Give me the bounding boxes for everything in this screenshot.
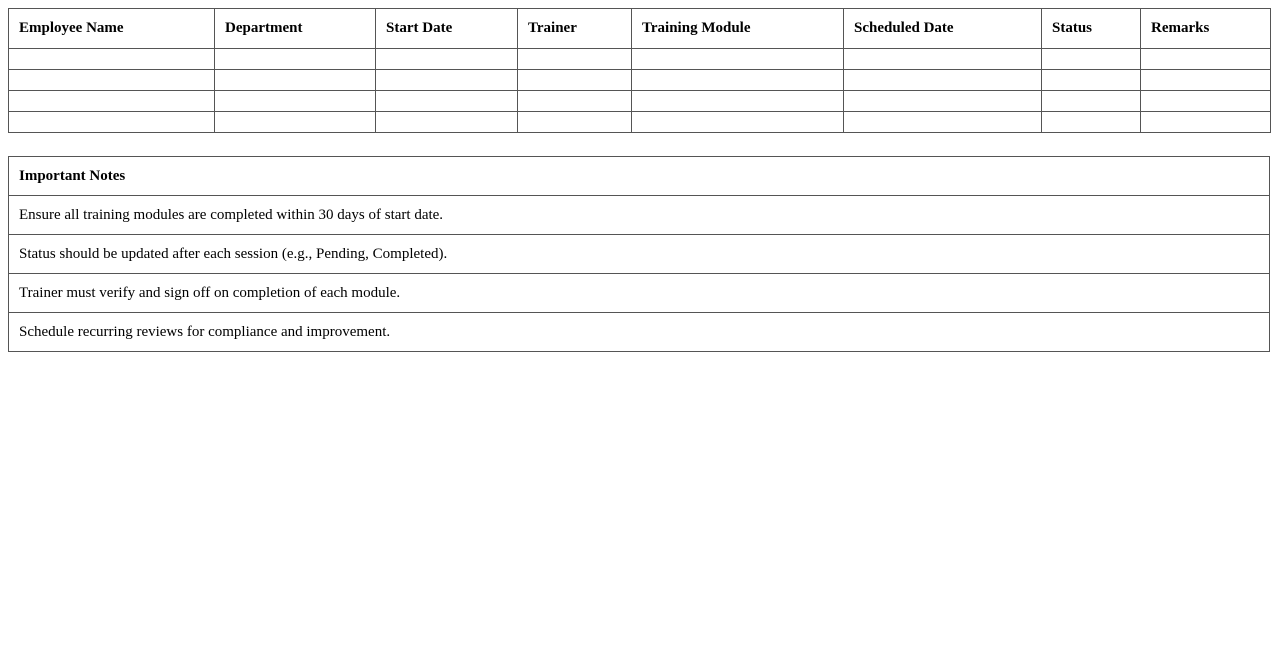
table-row bbox=[9, 91, 1271, 112]
table-cell bbox=[1141, 112, 1271, 133]
table-cell bbox=[9, 112, 215, 133]
note-row bbox=[9, 196, 1270, 235]
table-cell bbox=[9, 91, 215, 112]
column-header-employee-name: Employee Name bbox=[9, 9, 215, 49]
table-cell bbox=[844, 70, 1042, 91]
column-header-trainer: Trainer bbox=[518, 9, 632, 49]
table-cell bbox=[9, 49, 215, 70]
table-cell bbox=[1042, 70, 1141, 91]
table-cell bbox=[632, 91, 844, 112]
table-cell bbox=[844, 112, 1042, 133]
table-cell bbox=[844, 91, 1042, 112]
table-cell bbox=[632, 49, 844, 70]
important-notes-table bbox=[8, 156, 1270, 352]
table-cell bbox=[215, 49, 376, 70]
table-cell bbox=[844, 49, 1042, 70]
table-cell bbox=[376, 70, 518, 91]
table-cell bbox=[518, 49, 632, 70]
note-row bbox=[9, 313, 1270, 352]
table-cell bbox=[1141, 49, 1271, 70]
table-cell bbox=[1042, 49, 1141, 70]
table-header-row bbox=[9, 9, 1271, 49]
table-row bbox=[9, 112, 1271, 133]
table-cell bbox=[1042, 91, 1141, 112]
table-cell bbox=[215, 70, 376, 91]
note-row bbox=[9, 274, 1270, 313]
notes-title: Important Notes bbox=[9, 157, 1270, 196]
note-row bbox=[9, 235, 1270, 274]
column-header-start-date: Start Date bbox=[376, 9, 518, 49]
table-cell bbox=[215, 112, 376, 133]
note-item: Status should be updated after each session (e.g., Pending, Completed). bbox=[9, 235, 1270, 274]
table-cell bbox=[632, 112, 844, 133]
table-cell bbox=[376, 91, 518, 112]
column-header-department: Department bbox=[215, 9, 376, 49]
table-cell bbox=[9, 70, 215, 91]
column-header-scheduled-date: Scheduled Date bbox=[844, 9, 1042, 49]
note-item: Schedule recurring reviews for compliance and improvement. bbox=[9, 313, 1270, 352]
table-cell bbox=[518, 91, 632, 112]
table-cell bbox=[376, 112, 518, 133]
column-header-status: Status bbox=[1042, 9, 1141, 49]
table-cell bbox=[1042, 112, 1141, 133]
table-cell bbox=[376, 49, 518, 70]
notes-header-row bbox=[9, 157, 1270, 196]
table-cell bbox=[215, 91, 376, 112]
training-schedule-table bbox=[8, 8, 1271, 133]
note-item: Trainer must verify and sign off on completion of each module. bbox=[9, 274, 1270, 313]
column-header-training-module: Training Module bbox=[632, 9, 844, 49]
table-cell bbox=[518, 112, 632, 133]
table-cell bbox=[1141, 91, 1271, 112]
table-cell bbox=[1141, 70, 1271, 91]
table-row bbox=[9, 70, 1271, 91]
note-item: Ensure all training modules are completed within 30 days of start date. bbox=[9, 196, 1270, 235]
column-header-remarks: Remarks bbox=[1141, 9, 1271, 49]
table-row bbox=[9, 49, 1271, 70]
table-cell bbox=[518, 70, 632, 91]
table-cell bbox=[632, 70, 844, 91]
